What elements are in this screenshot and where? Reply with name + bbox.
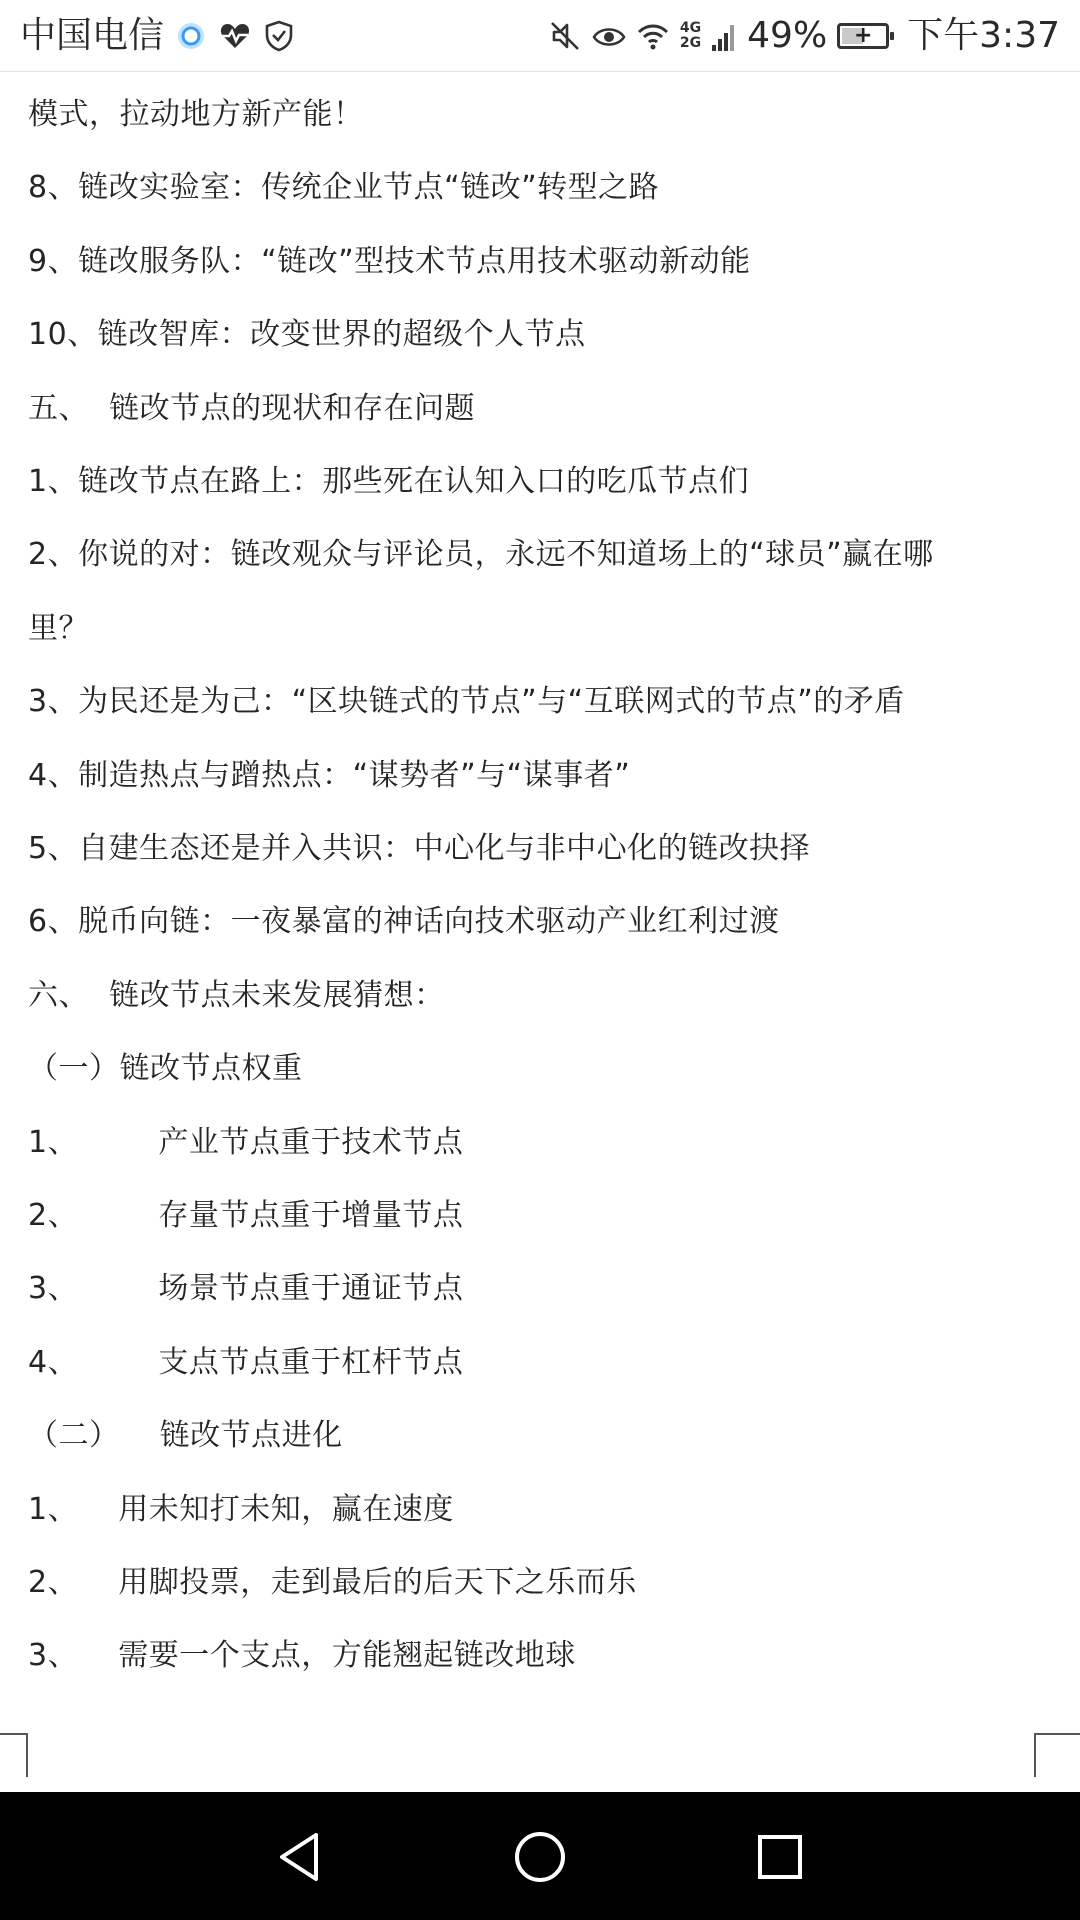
document-line: 2、 用脚投票，走到最后的后天下之乐而乐 <box>28 1565 637 1600</box>
document-content[interactable] <box>0 72 1080 1792</box>
page-corner-mark-right <box>1034 1733 1080 1777</box>
back-icon <box>272 1829 328 1885</box>
recents-icon <box>752 1829 808 1885</box>
document-line: 3、 场景节点重于通证节点 <box>28 1271 464 1306</box>
battery-percent: 49% <box>747 15 828 56</box>
document-line: 6、脱币向链：一夜暴富的神话向技术驱动产业红利过渡 <box>28 904 780 939</box>
document-line: 2、 存量节点重于增量节点 <box>28 1198 464 1233</box>
document-line: 2、你说的对：链改观众与评论员，永远不知道场上的“球员”赢在哪 <box>28 537 934 572</box>
document-line: 8、链改实验室：传统企业节点“链改”转型之路 <box>28 170 660 205</box>
shield-icon <box>262 19 296 53</box>
document-line: 五、 链改节点的现状和存在问题 <box>28 391 476 426</box>
clock: 下午3:37 <box>907 15 1060 56</box>
browser-icon <box>174 19 208 53</box>
charging-icon: + <box>853 23 873 48</box>
document-line: 1、链改节点在路上：那些死在认知入口的吃瓜节点们 <box>28 464 750 499</box>
document-line: 10、链改智库：改变世界的超级个人节点 <box>28 317 586 352</box>
signal-icon <box>711 19 737 53</box>
heart-rate-icon <box>218 19 252 53</box>
mute-icon <box>548 19 582 53</box>
network-type-bottom: 2G <box>679 35 702 51</box>
back-button[interactable] <box>265 1822 335 1892</box>
carrier-name: 中国电信 <box>20 15 165 56</box>
document-line: 里？ <box>28 611 89 646</box>
status-bar <box>0 0 1080 72</box>
home-button[interactable] <box>505 1822 575 1892</box>
document-line: （二） 链改节点进化 <box>28 1418 343 1453</box>
document-line: 1、 产业节点重于技术节点 <box>28 1125 464 1160</box>
document-line: 4、 支点节点重于杠杆节点 <box>28 1345 464 1380</box>
recents-button[interactable] <box>745 1822 815 1892</box>
document-line: 9、链改服务队：“链改”型技术节点用技术驱动新动能 <box>28 244 751 279</box>
document-line: 1、 用未知打未知，赢在速度 <box>28 1492 454 1527</box>
document-line: 模式，拉动地方新产能！ <box>28 97 364 132</box>
document-line: 5、自建生态还是并入共识：中心化与非中心化的链改抉择 <box>28 831 811 866</box>
document-line: 4、制造热点与蹭热点：“谋势者”与“谋事者” <box>28 758 631 793</box>
battery-icon <box>837 23 889 49</box>
network-type-top: 4G <box>679 20 702 36</box>
home-icon <box>512 1829 568 1885</box>
document-line: 3、 需要一个支点，方能翘起链改地球 <box>28 1638 576 1673</box>
network-type <box>680 21 701 51</box>
document-line: 六、 链改节点未来发展猜想： <box>28 978 445 1013</box>
eye-icon <box>592 19 626 53</box>
wifi-icon <box>636 19 670 53</box>
status-left <box>20 14 296 58</box>
navigation-bar <box>0 1792 1080 1920</box>
document-line: （一）链改节点权重 <box>28 1051 303 1086</box>
document-line: 3、为民还是为己：“区块链式的节点”与“互联网式的节点”的矛盾 <box>28 684 905 719</box>
page-corner-mark-left <box>0 1733 28 1777</box>
status-right <box>548 14 1060 58</box>
